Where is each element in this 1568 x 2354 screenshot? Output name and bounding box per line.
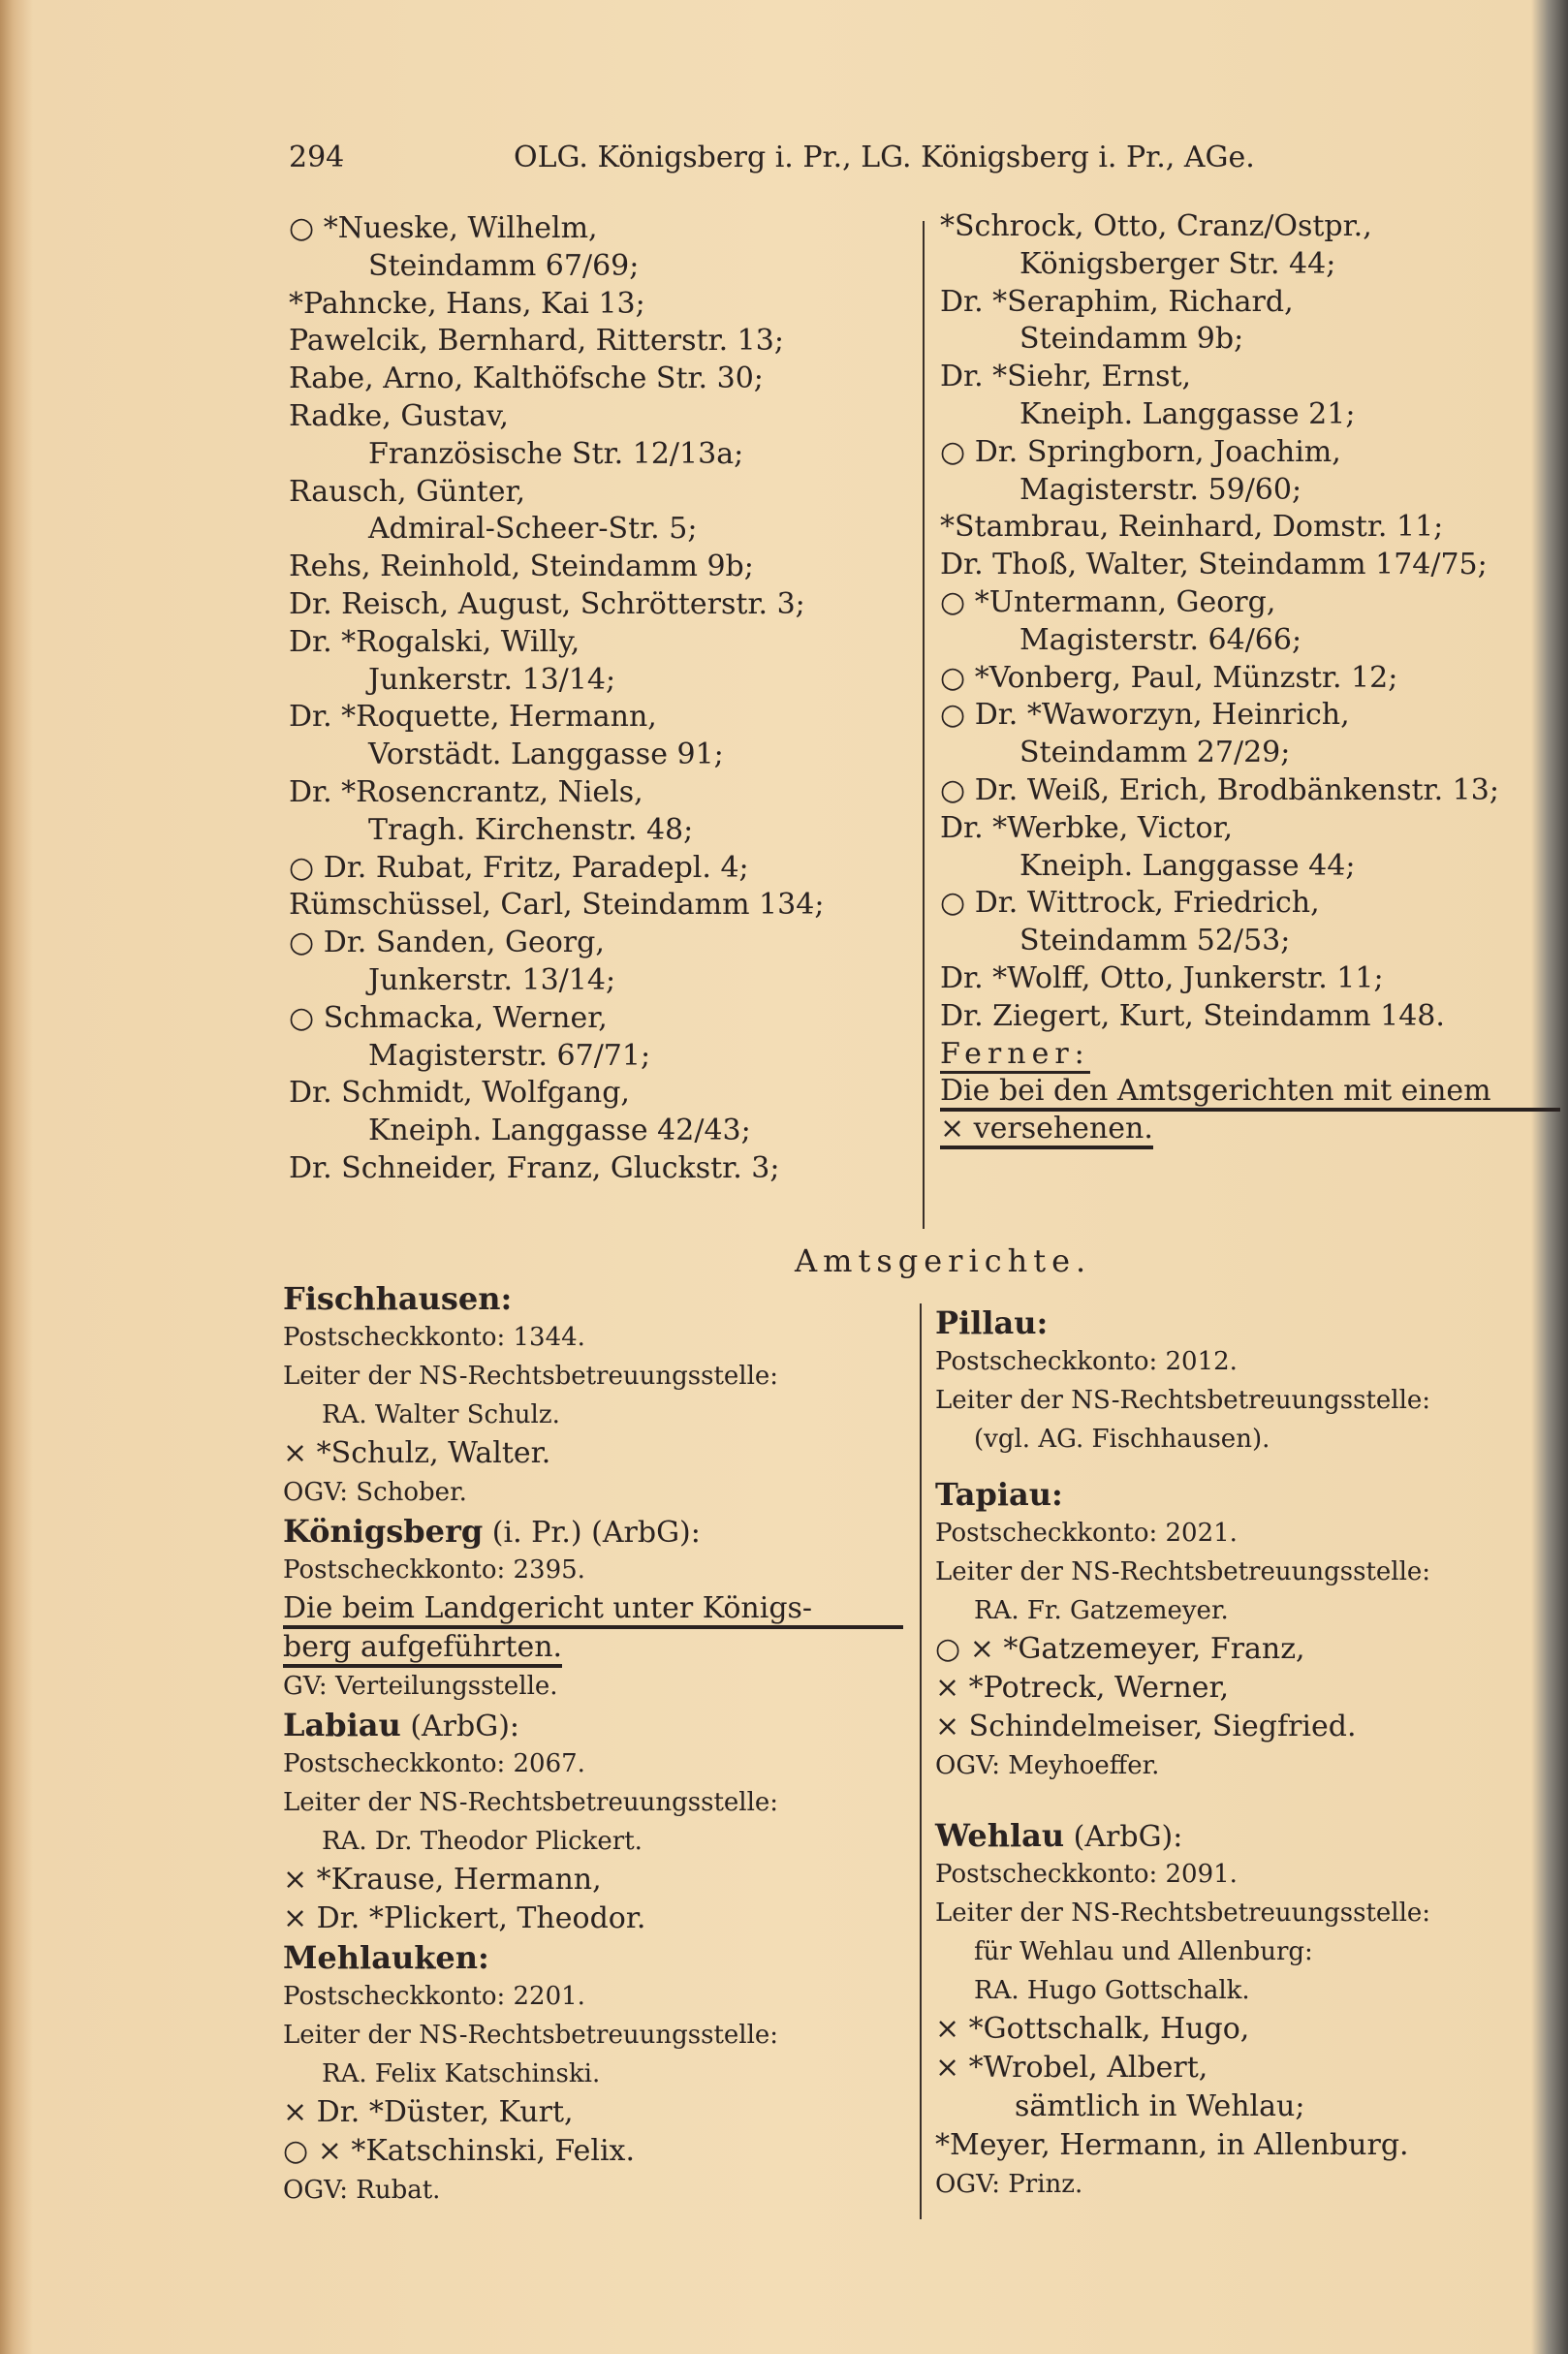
top-right-column [940, 208, 1560, 1148]
entry-line: Königsberger Str. 44; [1019, 246, 1336, 281]
entry-line: Dr. *Siehr, Ernst, [940, 360, 1192, 394]
postscheck: Postscheckkonto: 2021. [935, 1519, 1238, 1548]
entry-line: Kneiph. Langgasse 21; [1019, 396, 1356, 431]
entry-line: Rehs, Reinhold, Steindamm 9b; [289, 549, 754, 584]
entry-line: Dr. Thoß, Walter, Steindamm 174/75; [940, 548, 1488, 582]
entry-line: ○ Dr. Springborn, Joachim, [940, 434, 1341, 469]
running-title: OLG. Königsberg i. Pr., LG. Königsberg i. Pr., AGe. [514, 141, 1255, 174]
entry: × *Gottschalk, Hugo, [935, 2012, 1250, 2046]
court-heading-tapiau: Tapiau: [935, 1476, 1063, 1513]
ogv: OGV: Schober. [283, 1478, 467, 1507]
leiter-name: RA. Hugo Gottschalk. [974, 1976, 1250, 2005]
court-block-pillau [935, 1303, 1430, 1459]
ferner-label: Ferner: [940, 1038, 1090, 1074]
entry: × *Schulz, Walter. [283, 1436, 551, 1470]
entry-line: Magisterstr. 64/66; [1019, 622, 1302, 657]
note: berg aufgeführten. [283, 1631, 562, 1668]
entry-line: Rabe, Arno, Kalthöfsche Str. 30; [289, 361, 764, 396]
court-block-tapiau [935, 1475, 1430, 1785]
court-block-wehlau [935, 1816, 1430, 2204]
entry-line: *Stambrau, Reinhard, Domstr. 11; [940, 510, 1444, 545]
entry-line: Junkerstr. 13/14; [368, 962, 616, 997]
postscheck: Postscheckkonto: 2201. [283, 1982, 585, 2011]
entry-line: Admiral-Scheer-Str. 5; [368, 512, 698, 547]
court-heading-koenigsberg: Königsberg [283, 1513, 484, 1550]
entry-line: Rümschüssel, Carl, Steindamm 134; [289, 888, 825, 923]
court-heading-fischhausen: Fischhausen: [283, 1280, 513, 1317]
entry-line: Dr. *Seraphim, Richard, [940, 284, 1294, 319]
entry-line: Steindamm 9b; [1019, 322, 1244, 357]
entry-line: Dr. *Roquette, Hermann, [289, 700, 657, 735]
court-heading-wehlau: Wehlau [935, 1817, 1065, 1854]
column-divider [923, 221, 925, 1229]
entry-line: Kneiph. Langgasse 44; [1019, 848, 1356, 883]
entry-line: Junkerstr. 13/14; [368, 662, 616, 697]
entry-line: Kneiph. Langgasse 42/43; [368, 1114, 751, 1148]
entry: × *Krause, Hermann, [283, 1863, 602, 1897]
entry-line: Magisterstr. 67/71; [368, 1038, 651, 1073]
court-heading-labiau: Labiau [283, 1707, 401, 1743]
page-number: 294 [289, 141, 345, 174]
entry-line: ○ Dr. Sanden, Georg, [289, 926, 605, 960]
court-suffix: (ArbG): [1073, 1820, 1183, 1854]
entry-line: Steindamm 52/53; [1019, 924, 1291, 958]
entry-line: Dr. Schneider, Franz, Gluckstr. 3; [289, 1150, 780, 1185]
entry-line: Tragh. Kirchenstr. 48; [368, 812, 694, 847]
entry-line: Pawelcik, Bernhard, Ritterstr. 13; [289, 324, 784, 359]
postscheck: Postscheckkonto: 2067. [283, 1749, 585, 1778]
leiter-label: Leiter der NS-Rechtsbetreuungsstelle: [283, 1362, 779, 1391]
gv: GV: Verteilungsstelle. [283, 1672, 558, 1701]
note-line [940, 1073, 1560, 1111]
lower-column-divider [920, 1303, 922, 2219]
entry-line: Magisterstr. 59/60; [1019, 472, 1302, 507]
leiter-scope: für Wehlau und Allenburg: [974, 1937, 1313, 1966]
court-heading-mehlauken: Mehlauken: [283, 1939, 489, 1976]
entry-line: ○ *Untermann, Georg, [940, 584, 1276, 619]
leiter-label: Leiter der NS-Rechtsbetreuungsstelle: [935, 1386, 1431, 1415]
leiter-label: Leiter der NS-Rechtsbetreuungsstelle: [283, 1788, 779, 1817]
entry-line: Radke, Gustav, [289, 398, 509, 433]
note: Die beim Landgericht unter Königs- [283, 1592, 903, 1629]
ferner-note: Die bei den Amtsgerichten mit einem [940, 1075, 1560, 1112]
top-left-column [289, 210, 824, 1188]
lower-left-column [283, 1279, 903, 2210]
entry-line: Vorstädt. Langgasse 91; [368, 738, 724, 772]
entry: × Dr. *Plickert, Theodor. [283, 1901, 646, 1935]
note-line [940, 1111, 1560, 1148]
entry: sämtlich in Wehlau; [1015, 2089, 1305, 2123]
postscheck: Postscheckkonto: 2012. [935, 1347, 1238, 1376]
ferner-note: × versehenen. [940, 1113, 1153, 1149]
note-line [940, 1036, 1560, 1074]
entry-line: *Schrock, Otto, Cranz/Ostpr., [940, 209, 1372, 243]
ogv: OGV: Rubat. [283, 2176, 441, 2205]
entry-line: ○ *Nueske, Wilhelm, [289, 211, 598, 245]
entry-line: ○ Dr. Wittrock, Friedrich, [940, 886, 1320, 921]
leiter-name: RA. Fr. Gatzemeyer. [974, 1596, 1229, 1625]
entry: × *Wrobel, Albert, [935, 2051, 1208, 2085]
leiter-name: (vgl. AG. Fischhausen). [974, 1425, 1270, 1454]
entry: × Dr. *Düster, Kurt, [283, 2095, 574, 2129]
entry-line: ○ Dr. *Waworzyn, Heinrich, [940, 698, 1350, 733]
ogv: OGV: Meyhoeffer. [935, 1751, 1160, 1780]
postscheck: Postscheckkonto: 2395. [283, 1555, 585, 1585]
entry: × *Potreck, Werner, [935, 1671, 1230, 1705]
leiter-name: RA. Walter Schulz. [322, 1400, 560, 1429]
entry: ○ × *Katschinski, Felix. [283, 2134, 635, 2168]
entry-line: Dr. *Werbke, Victor, [940, 810, 1234, 845]
entry-line: Dr. *Wolff, Otto, Junkerstr. 11; [940, 960, 1384, 995]
leiter-name: RA. Dr. Theodor Plickert. [322, 1827, 643, 1856]
entry-line: ○ *Vonberg, Paul, Münzstr. 12; [940, 660, 1398, 695]
entry-line: *Pahncke, Hans, Kai 13; [289, 286, 645, 321]
entry-line: Dr. Schmidt, Wolfgang, [289, 1076, 630, 1111]
section-title: Amtsgerichte. [795, 1242, 1092, 1279]
leiter-label: Leiter der NS-Rechtsbetreuungsstelle: [935, 1557, 1431, 1586]
entry: *Meyer, Hermann, in Allenburg. [935, 2128, 1409, 2162]
postscheck: Postscheckkonto: 2091. [935, 1860, 1238, 1889]
leiter-label: Leiter der NS-Rechtsbetreuungsstelle: [935, 1899, 1431, 1928]
entry-line: ○ Dr. Rubat, Fritz, Paradepl. 4; [289, 850, 749, 885]
leiter-label: Leiter der NS-Rechtsbetreuungsstelle: [283, 2021, 779, 2050]
court-suffix: (ArbG): [410, 1710, 520, 1743]
entry-line: Dr. *Rogalski, Willy, [289, 624, 580, 659]
entry-line: ○ Schmacka, Werner, [289, 1000, 608, 1035]
ogv: OGV: Prinz. [935, 2170, 1083, 2199]
court-suffix: (i. Pr.) (ArbG): [491, 1516, 701, 1550]
entry-line: Steindamm 27/29; [1019, 736, 1291, 770]
entry-line: Rausch, Günter, [289, 474, 526, 509]
entry: × Schindelmeiser, Siegfried. [935, 1710, 1357, 1743]
postscheck: Postscheckkonto: 1344. [283, 1323, 585, 1352]
leiter-name: RA. Felix Katschinski. [322, 2059, 601, 2088]
entry-line: Dr. Reisch, August, Schrötterstr. 3; [289, 586, 805, 621]
entry-line: Dr. Ziegert, Kurt, Steindamm 148. [940, 998, 1445, 1033]
entry-line: ○ Dr. Weiß, Erich, Brodbänkenstr. 13; [940, 772, 1499, 807]
entry-line: Dr. *Rosencrantz, Niels, [289, 774, 643, 809]
entry-line: Steindamm 67/69; [368, 248, 640, 283]
court-heading-pillau: Pillau: [935, 1304, 1049, 1341]
entry: ○ × *Gatzemeyer, Franz, [935, 1632, 1305, 1666]
entry-line: Französische Str. 12/13a; [368, 436, 744, 471]
